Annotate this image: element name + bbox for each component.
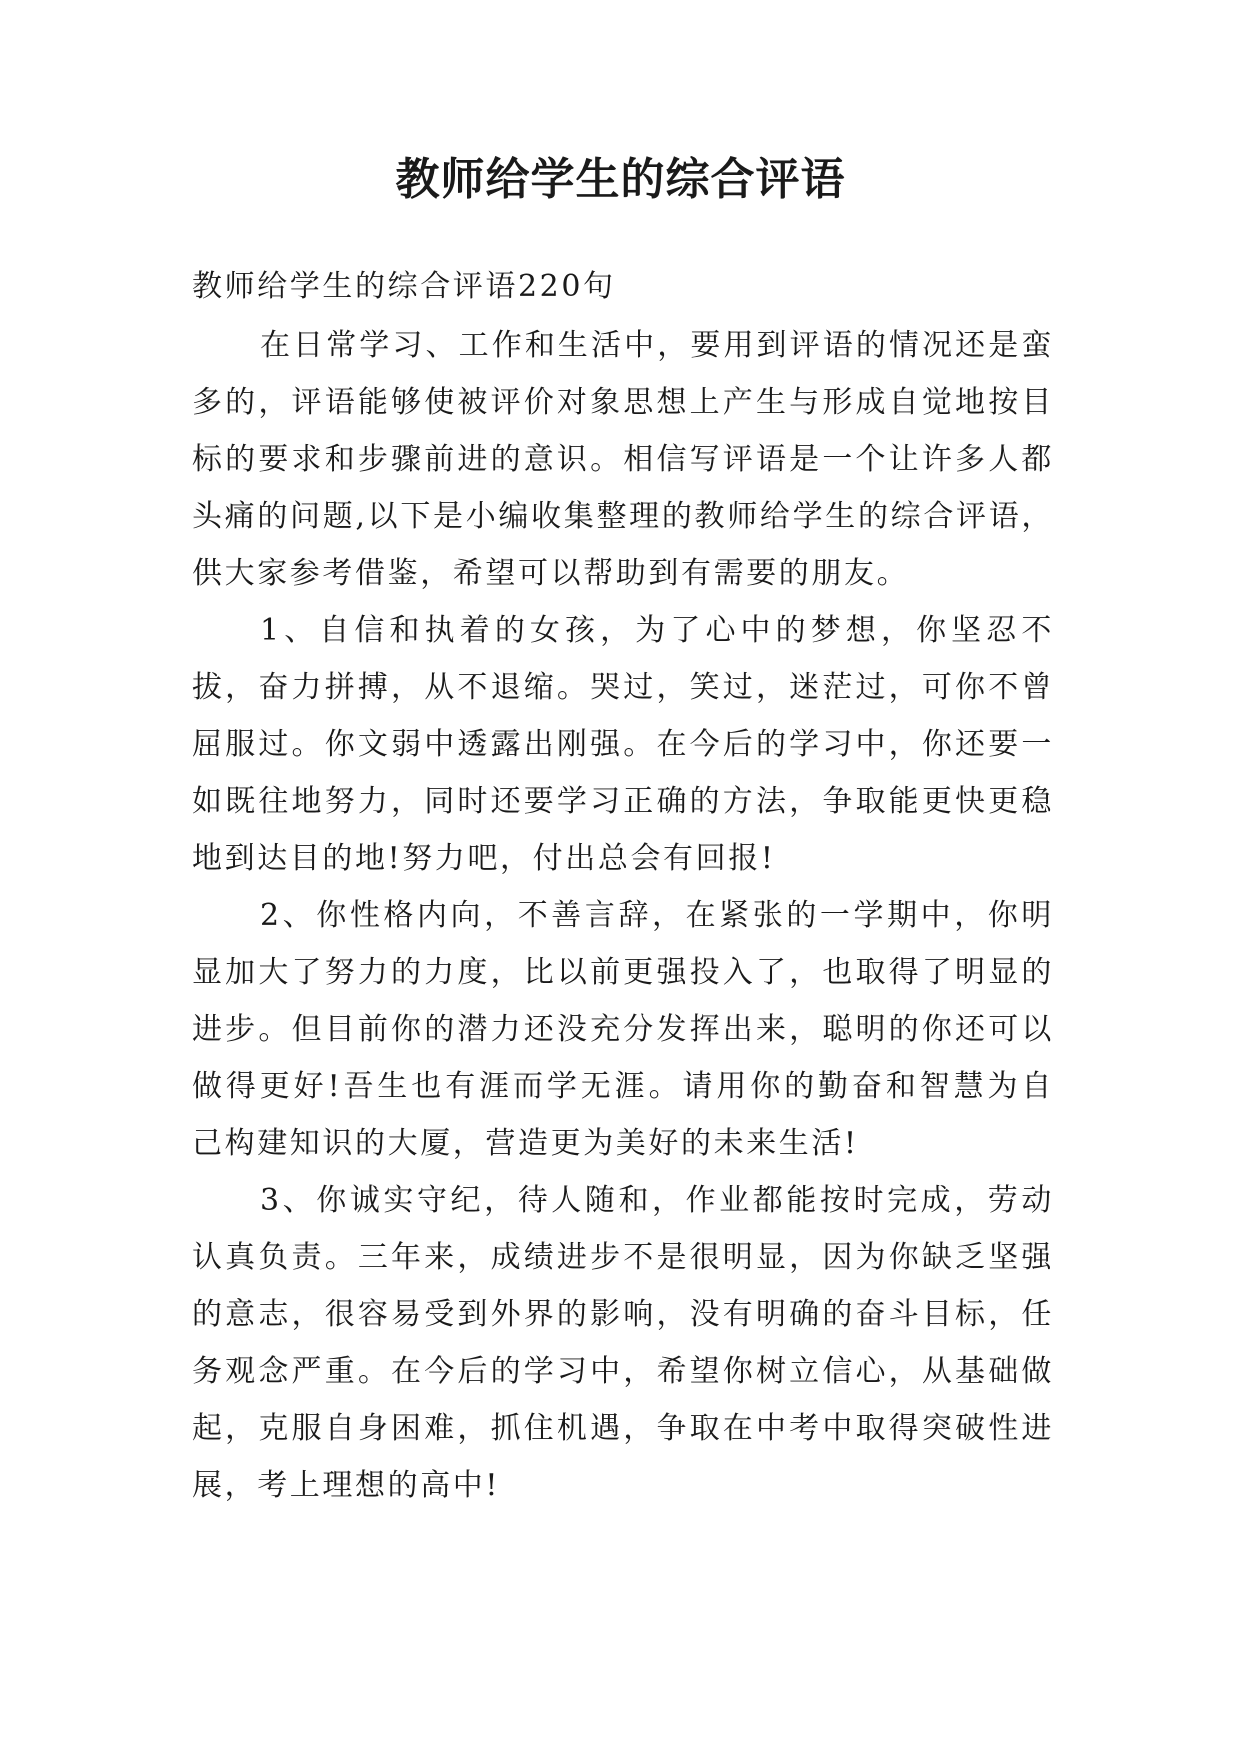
- document-body: [192, 258, 1054, 1514]
- document-subtitle: 教师给学生的综合评语220句: [192, 269, 616, 304]
- comment-paragraph-2: 2、你性格内向，不善言辞，在紧张的一学期中，你明显加大了努力的力度，比以前更强投入了，也取得了明显的进步。但目前你的潜力还没充分发挥出来，聪明的你还可以做得更好!吾生也有涯而学无涯。请用你的勤奋和智慧为自己构建知识的大厦，营造更为美好的未来生活!: [192, 898, 1054, 1161]
- comment-paragraph-3: 3、你诚实守纪，待人随和，作业都能按时完成，劳动认真负责。三年来，成绩进步不是很明显，因为你缺乏坚强的意志，很容易受到外界的影响，没有明确的奋斗目标，任务观念严重。在今后的学习中，希望你树立信心，从基础做起，克服自身困难，抓住机遇，争取在中考中取得突破性进展，考上理想的高中!: [192, 1183, 1054, 1503]
- page-title: 教师给学生的综合评语: [395, 154, 846, 205]
- intro-paragraph: 在日常学习、工作和生活中，要用到评语的情况还是蛮多的，评语能够使被评价对象思想上产生与形成自觉地按目标的要求和步骤前进的意识。相信写评语是一个让许多人都头痛的问题,以下是小编收集整理的教师给学生的综合评语，供大家参考借鉴，希望可以帮助到有需要的朋友。: [192, 328, 1054, 591]
- comment-paragraph-1: 1、自信和执着的女孩，为了心中的梦想，你坚忍不拔，奋力拼搏，从不退缩。哭过，笑过，迷茫过，可你不曾屈服过。你文弱中透露出刚强。在今后的学习中，你还要一如既往地努力，同时还要学习正确的方法，争取能更快更稳地到达目的地!努力吧，付出总会有回报!: [192, 613, 1054, 876]
